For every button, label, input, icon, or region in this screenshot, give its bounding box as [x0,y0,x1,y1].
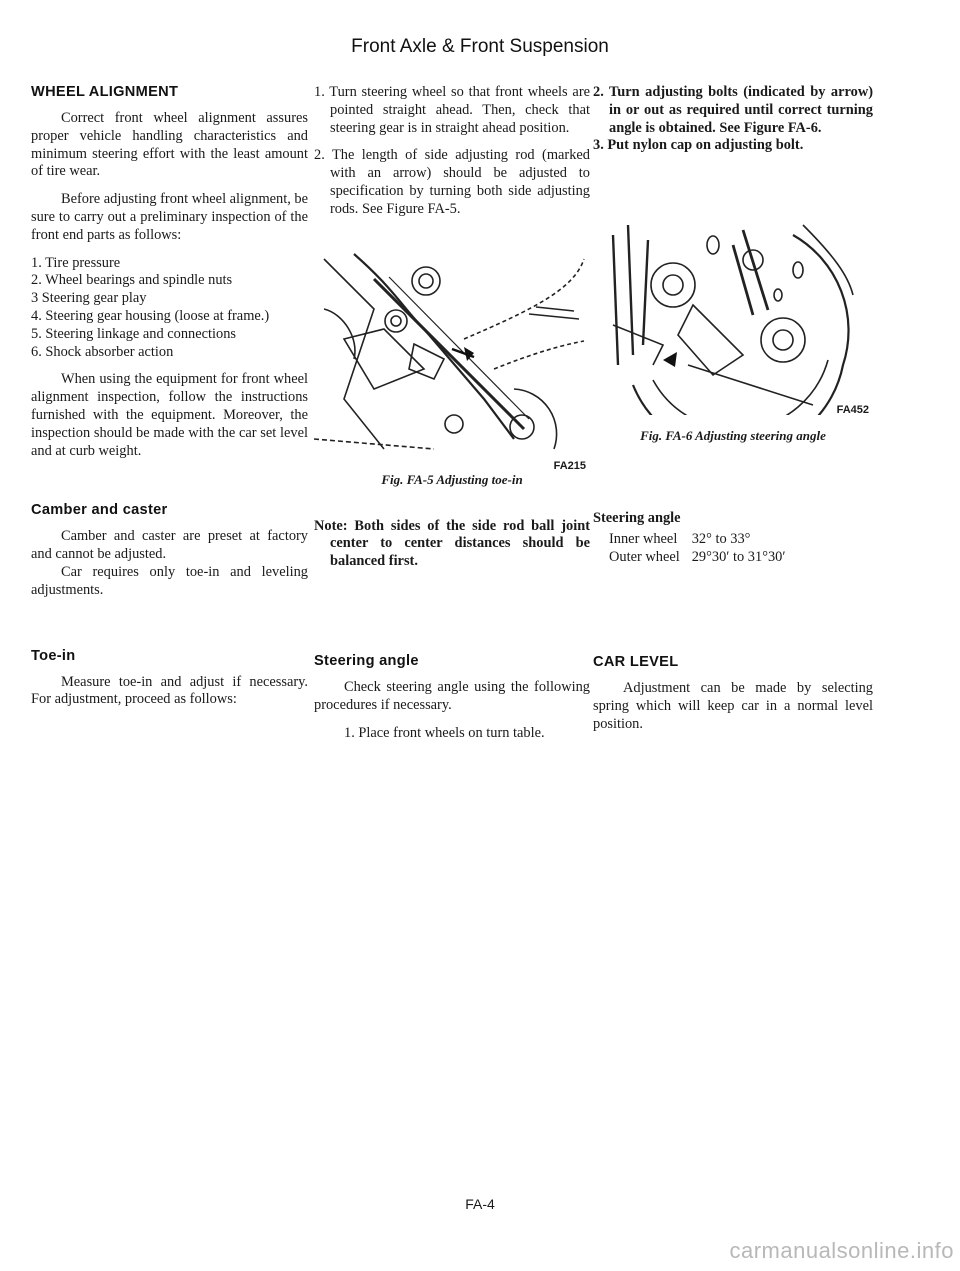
paragraph: 1. Place front wheels on turn table. [344,724,545,741]
figure-caption: Fig. FA-5 Adjusting toe-in [381,471,523,487]
figure-code: FA215 [553,459,586,472]
paragraph: Correct front wheel alignment assures proper vehicle handling characteristics and minimum steering effort with the least amount of tire wear. [31,110,308,180]
step-paragraph: 2. The length of side adjusting rod (marked with an arrow) should be adjusted to specification by turning both side adjusting rods. See Figure FA-5. [314,147,590,217]
watermark: carmanualsonline.info [729,1238,954,1263]
step-paragraph: 2. Turn adjusting bolts (indicated by arrow) in or out as required until correct turning angle is obtained. See Figure FA-6. [593,84,873,136]
spec-label: Inner wheel [609,530,678,547]
section-heading-toe-in: Toe-in [31,647,76,664]
spec-value: 29°30′ to 31°30′ [691,548,786,565]
note-paragraph: Note: Both sides of the side rod ball joint center to center distances should be balanced first. [314,517,590,570]
list-item: 2. Wheel bearings and spindle nuts [31,272,233,289]
spec-title: Steering angle [593,510,681,527]
paragraph: Car requires only toe-in and leveling adjustments. [31,563,308,598]
paragraph: Check steering angle using the following procedures if necessary. [314,678,590,713]
steering-angle-illustration [593,215,869,415]
step-paragraph: 1. Turn steering wheel so that front wheels are pointed straight ahead. Then, check that steering gear is in straight ahead position. [314,84,590,136]
section-heading-car-level: CAR LEVEL [593,653,679,670]
table-row [609,548,798,566]
paragraph: Camber and caster are preset at factory and cannot be adjusted. [31,528,308,563]
paragraph: When using the equipment for front wheel alignment inspection, follow the instructions furnished with the equipment. Moreover, the inspection should be made with the car set level and at curb weight. [31,371,308,459]
figure-code: FA452 [836,404,869,417]
step-paragraph: 3. Put nylon cap on adjusting bolt. [593,137,804,154]
column-middle [314,84,590,752]
spec-label: Outer wheel [609,548,680,565]
list-item: 1. Tire pressure [31,254,121,271]
page-header: Front Axle & Front Suspension [351,36,609,57]
list-item: 4. Steering gear housing (loose at frame.) [31,307,270,324]
paragraph: Measure toe-in and adjust if necessary. For adjustment, proceed as follows: [31,673,308,708]
steering-angle-spec-table [609,530,798,566]
column-right [593,84,873,743]
figure-fa6 [593,215,873,444]
spec-value: 32° to 33° [691,530,751,547]
figure-caption: Fig. FA-6 Adjusting steering angle [640,428,826,444]
figure-fa5 [314,249,590,488]
section-heading-steering-angle: Steering angle [314,652,419,669]
page-number: FA-4 [465,1196,495,1212]
list-item: 6. Shock absorber action [31,343,174,360]
inspection-list [31,255,308,362]
column-left [31,84,308,719]
toe-in-illustration [314,249,586,459]
paragraph: Before adjusting front wheel alignment, be sure to carry out a preliminary inspection of the front end parts as follows: [31,191,308,243]
section-heading-wheel-alignment: WHEEL ALIGNMENT [31,84,179,100]
list-item: 5. Steering linkage and connections [31,325,237,342]
paragraph: Adjustment can be made by selecting spring which will keep car in a normal level position. [593,679,873,732]
section-heading-camber-caster: Camber and caster [31,502,168,519]
table-row [609,530,798,548]
list-item: 3 Steering gear play [31,290,147,307]
